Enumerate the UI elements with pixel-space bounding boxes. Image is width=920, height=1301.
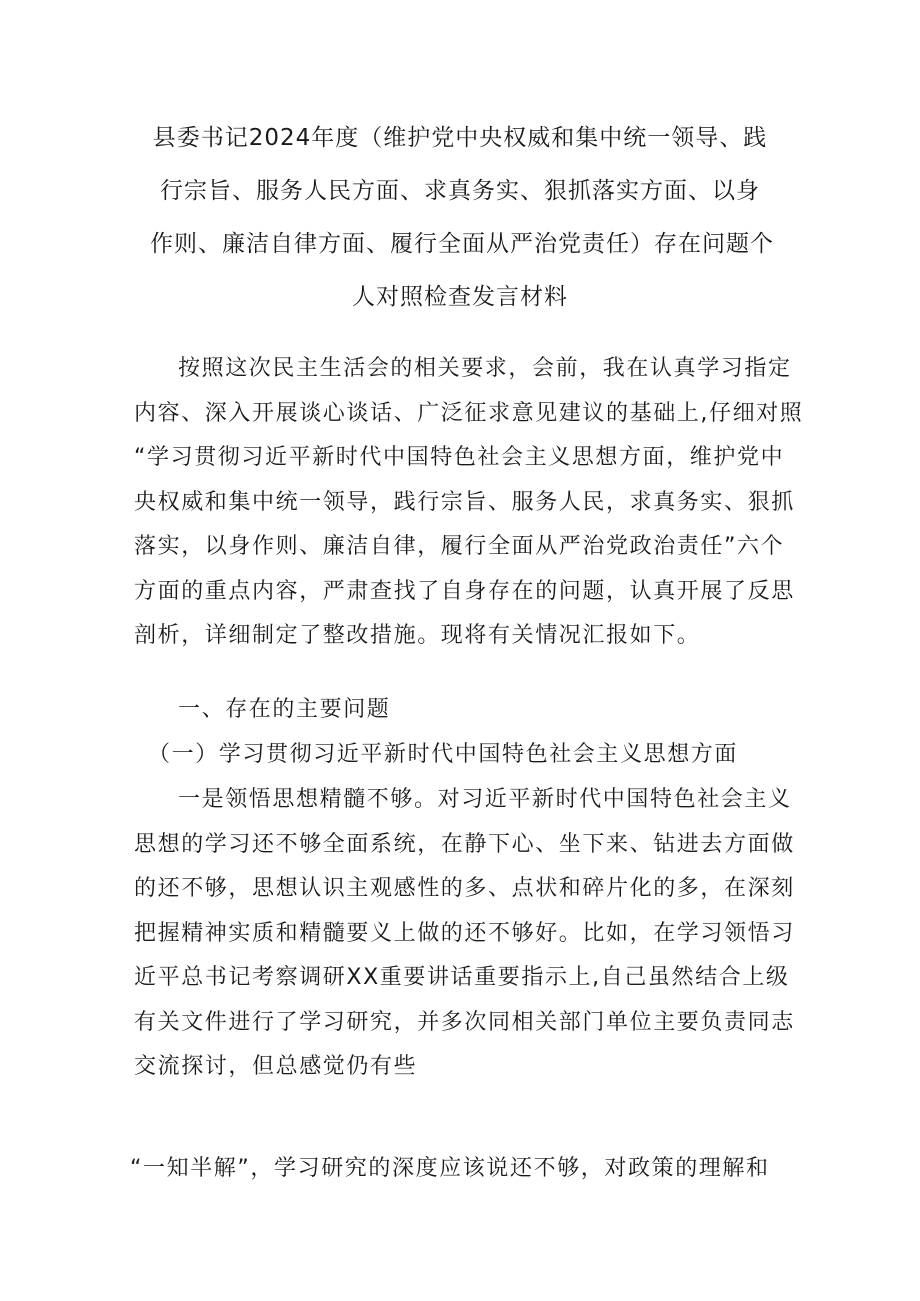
text-line: 思想的学习还不够全面系统，在静下心、坐下来、钻进去方面做 xyxy=(134,831,795,857)
section-heading-text: 一、存在的主要问题 xyxy=(178,697,391,722)
title-line: 作则、廉洁自律方面、履行全面从严治党责任）存在问题个 xyxy=(150,231,774,257)
text-line: 剖析，详细制定了整改措施。现将有关情况汇报如下。 xyxy=(134,623,701,648)
text-line: 落实，以身作则、廉洁自律，履行全面从严治党政治责任”六个 xyxy=(134,534,785,559)
text-line: 交流探讨，但总感觉仍有些 xyxy=(134,1054,418,1079)
subsection-heading xyxy=(134,733,794,778)
text-line: “学习贯彻习近平新时代中国特色社会主义思想方面，维护党中 xyxy=(134,445,785,470)
text-line: 的还不够，思想认识主观感性的多、点状和碎片化的多，在深刻 xyxy=(134,876,795,901)
text-line: 一是领悟思想精髓不够。对习近平新时代中国特色社会主义 xyxy=(178,787,792,812)
title-line: 人对照检查发言材料 xyxy=(352,284,568,310)
text-line: 有关文件进行了学习研究，并多次同相关部门单位主要负责同志 xyxy=(134,1009,795,1035)
intro-paragraph xyxy=(134,347,804,659)
text-line: 央权威和集中统一领导，践行宗旨、服务人民，求真务实、狠抓 xyxy=(134,489,795,515)
continuation-paragraph xyxy=(130,1147,790,1192)
section-heading xyxy=(134,688,794,733)
point-paragraph xyxy=(134,778,794,1090)
text-line: 把握精神实质和精髓要义上做的还不够好。比如，在学习领悟习 xyxy=(134,920,795,946)
text-line: 方面的重点内容，严肃查找了自身存在的问题，认真开展了反思 xyxy=(134,578,795,604)
text-line: 内容、深入开展谈心谈话、广泛征求意见建议的基础上,仔细对照 xyxy=(134,400,804,426)
subsection-heading-text: （一）学习贯彻习近平新时代中国特色社会主义思想方面 xyxy=(148,742,739,767)
text-line: “一知半解”，学习研究的深度应该说还不够，对政策的理解和 xyxy=(130,1156,770,1181)
document-title xyxy=(150,112,774,324)
text-line: 近平总书记考察调研XX重要讲话重要指示上,自己虽然结合上级 xyxy=(134,965,790,990)
title-line: 行宗旨、服务人民方面、求真务实、狠抓落实方面、以身 xyxy=(160,178,760,204)
title-line: 县委书记2024年度（维护党中央权威和集中统一领导、践 xyxy=(152,125,768,151)
text-line: 按照这次民主生活会的相关要求，会前，我在认真学习指定 xyxy=(178,356,792,381)
